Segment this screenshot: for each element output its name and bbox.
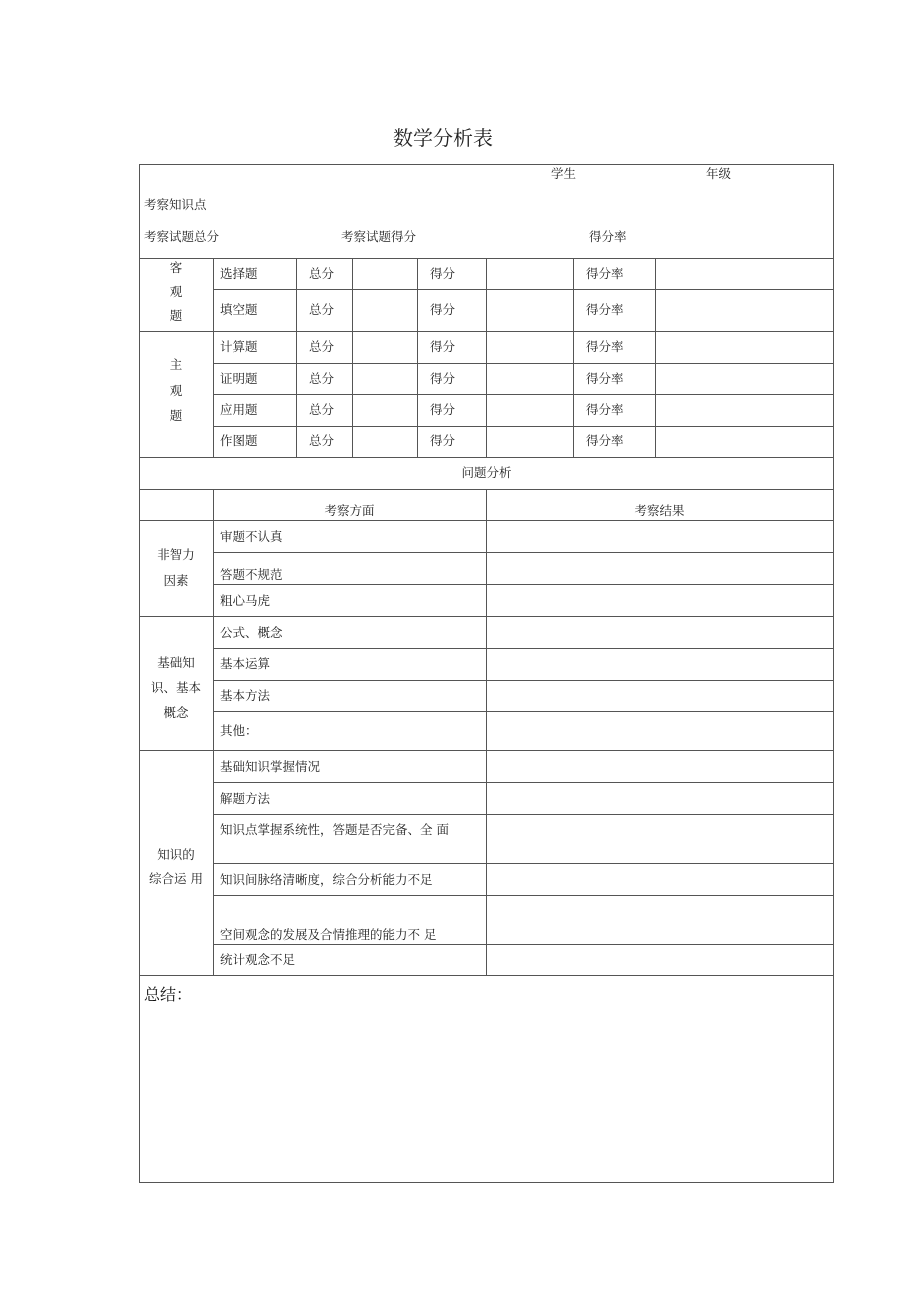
question-type-label: 填空题 bbox=[220, 302, 258, 317]
score-label: 得分 bbox=[430, 433, 456, 448]
summary-label: 总结： bbox=[144, 985, 193, 1004]
total-label: 总分 bbox=[309, 371, 335, 386]
score-label: 得分 bbox=[430, 371, 456, 386]
rate-label: 得分率 bbox=[586, 339, 624, 354]
aspect-column-header: 考察方面 bbox=[324, 503, 375, 518]
question-type-label: 计算题 bbox=[220, 339, 258, 354]
question-type-label: 选择题 bbox=[220, 266, 258, 281]
result-column-header: 考察结果 bbox=[634, 503, 685, 518]
score-label: 得分 bbox=[430, 266, 456, 281]
objective-category-char: 题 bbox=[169, 308, 183, 323]
group-category-line: 识、基本 bbox=[150, 680, 201, 695]
score-label: 得分 bbox=[430, 302, 456, 317]
objective-category-char: 客 bbox=[169, 260, 183, 275]
total-label: 总分 bbox=[309, 302, 335, 317]
subjective-category-char: 主 bbox=[169, 357, 183, 372]
aspect-item: 公式、概念 bbox=[220, 625, 283, 640]
rate-label: 得分率 bbox=[586, 402, 624, 417]
score-label: 得分 bbox=[430, 402, 456, 417]
score-label: 得分 bbox=[430, 339, 456, 354]
student-label: 学生 bbox=[551, 166, 577, 181]
group-category-line: 非智力 bbox=[157, 547, 195, 562]
total-label: 总分 bbox=[309, 339, 335, 354]
group-category-line: 基础知 bbox=[157, 655, 195, 670]
question-type-label: 应用题 bbox=[220, 402, 258, 417]
rate-label: 得分率 bbox=[586, 433, 624, 448]
rate-label: 得分率 bbox=[586, 266, 624, 281]
question-type-label: 作图题 bbox=[220, 433, 258, 448]
question-type-label: 证明题 bbox=[220, 371, 258, 386]
knowledge-points-label: 考察知识点 bbox=[144, 197, 207, 212]
aspect-item: 基本运算 bbox=[220, 656, 271, 671]
group-category-line: 因素 bbox=[163, 573, 189, 588]
total-label: 总分 bbox=[309, 266, 335, 281]
aspect-item: 基本方法 bbox=[220, 688, 271, 703]
aspect-item: 基础知识掌握情况 bbox=[220, 759, 321, 774]
aspect-item: 其他： bbox=[220, 723, 258, 738]
rate-label: 得分率 bbox=[586, 302, 624, 317]
aspect-item: 解题方法 bbox=[220, 791, 271, 806]
group-category-line: 综合运 用 bbox=[149, 871, 203, 886]
page-title: 数学分析表 bbox=[393, 126, 493, 150]
aspect-item: 答题不规范 bbox=[220, 567, 283, 582]
subjective-category-char: 观 bbox=[169, 383, 183, 398]
grade-label: 年级 bbox=[706, 166, 732, 181]
group-category-line: 知识的 bbox=[157, 847, 195, 862]
subjective-category-char: 题 bbox=[169, 408, 183, 423]
obtained-score-label: 考察试题得分 bbox=[341, 229, 417, 244]
score-rate-label: 得分率 bbox=[589, 229, 627, 244]
objective-category-char: 观 bbox=[169, 284, 183, 299]
aspect-item: 粗心马虎 bbox=[220, 593, 271, 608]
analysis-heading: 问题分析 bbox=[461, 465, 512, 480]
total-label: 总分 bbox=[309, 402, 335, 417]
aspect-item: 空间观念的发展及合情推理的能力不 足 bbox=[220, 927, 437, 942]
total-label: 总分 bbox=[309, 433, 335, 448]
group-category-line: 概念 bbox=[163, 705, 189, 720]
aspect-item: 审题不认真 bbox=[220, 529, 283, 544]
total-score-label: 考察试题总分 bbox=[144, 229, 220, 244]
aspect-item: 知识点掌握系统性，答题是否完备、全 面 bbox=[220, 822, 449, 837]
aspect-item: 统计观念不足 bbox=[220, 952, 296, 967]
aspect-item: 知识间脉络清晰度，综合分析能力不足 bbox=[220, 872, 433, 887]
rate-label: 得分率 bbox=[586, 371, 624, 386]
